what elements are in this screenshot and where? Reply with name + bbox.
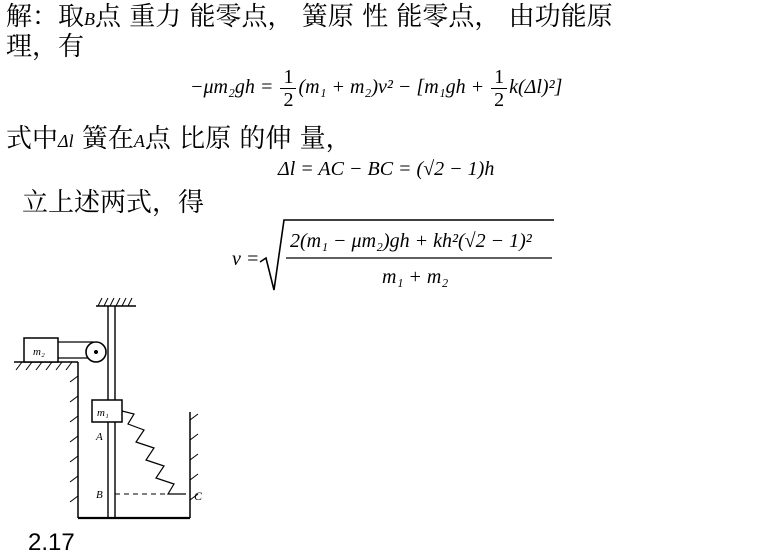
- line-3-prefix: 式中: [6, 124, 59, 154]
- solution-line-1-text: 点 重力 能零点， 簧原 性 能零点， 由功能原: [95, 2, 613, 32]
- velocity-denominator: m₁ + m₂: [382, 266, 449, 288]
- m1-label: m₁: [97, 407, 109, 419]
- point-a-label: A: [133, 131, 145, 151]
- physics-figure: [8, 292, 228, 528]
- solution-prefix: 解：取: [6, 2, 85, 32]
- fraction-half-2: $\frac{1}{2}$: [491, 66, 507, 111]
- line-3-mid: 簧在: [73, 124, 134, 154]
- equation-middle: (m₁ + m₂)v² − [m₁gh +: [298, 76, 485, 99]
- solution-line-4: 立上述两式，得: [22, 188, 205, 218]
- equation-tail: k(Δl)²]: [509, 76, 563, 99]
- velocity-numerator: 2(m₁ − μm₂)gh + kh²(√2 − 1)²: [290, 230, 532, 252]
- solution-line-1: [6, 2, 613, 34]
- energy-equation: [190, 66, 562, 111]
- extension-equation: Δl = AC − BC = (√2 − 1)h: [278, 158, 495, 180]
- line-3-tail: 点 比原 的伸 量，: [144, 124, 352, 154]
- point-b-label: B: [84, 9, 96, 29]
- point-b-figure-label: B: [96, 489, 103, 501]
- spring: [122, 411, 186, 494]
- problem-number: 2.17: [28, 529, 75, 556]
- solution-line-3: [6, 124, 352, 156]
- delta-l-label: Δl: [58, 131, 74, 151]
- point-c-figure-label: C: [194, 489, 203, 503]
- fraction-half-1: $\frac{1}{2}$: [280, 66, 296, 111]
- point-a-figure-label: A: [96, 431, 103, 443]
- velocity-lhs: v =: [232, 248, 260, 270]
- equation-lhs: −μm₂gh =: [190, 76, 274, 99]
- m2-label: m₂: [33, 346, 45, 358]
- solution-line-2: 理，有: [6, 32, 85, 62]
